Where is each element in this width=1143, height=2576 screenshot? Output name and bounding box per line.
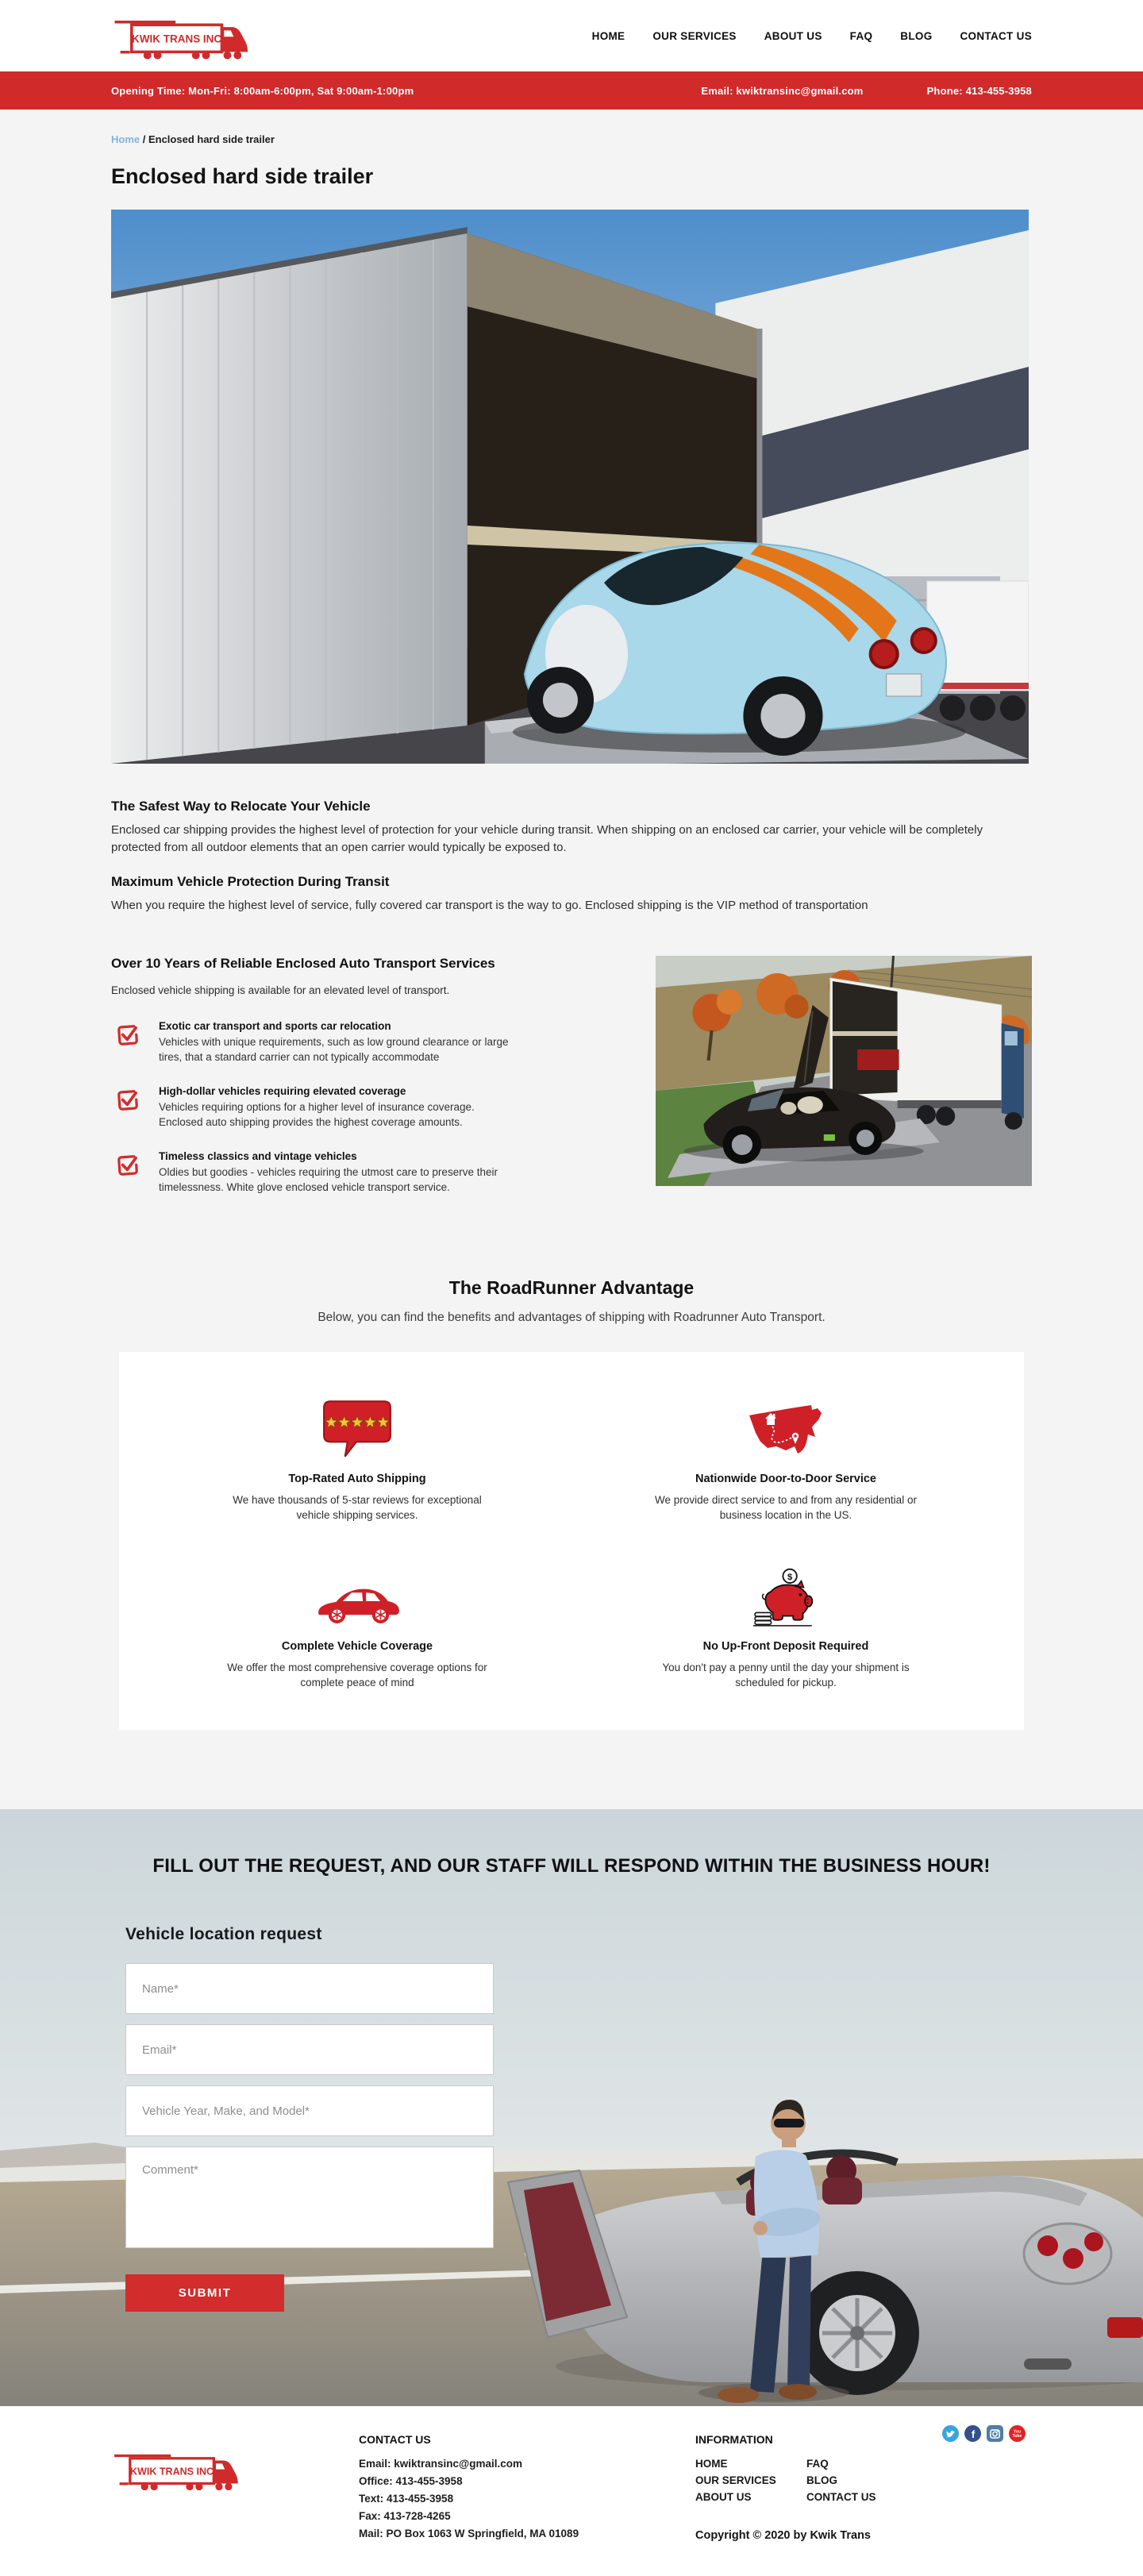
safest-heading: The Safest Way to Relocate Your Vehicle [111, 799, 371, 814]
footer-link-blog[interactable]: BLOG [806, 2474, 837, 2486]
topbar-email[interactable]: Email: kwiktransinc@gmail.com [701, 84, 864, 97]
feature-no-deposit [572, 1554, 1000, 1690]
instagram-icon[interactable] [987, 2425, 1003, 2442]
opening-hours: Opening Time: Mon-Fri: 8:00am-6:00pm, Sat 9:00am-1:00pm [111, 84, 414, 97]
checklist-item [111, 1150, 638, 1195]
svg-text:f: f [971, 2428, 976, 2441]
contact-mail: Mail: PO Box 1063 W Springfield, MA 01089 [359, 2528, 579, 2539]
site-header [0, 0, 1143, 71]
red-checkbox-icon [115, 1088, 140, 1113]
footer-link-home[interactable]: HOME [695, 2458, 728, 2470]
main-content [0, 110, 1143, 1809]
checklist-item-desc: Oldies but goodies - vehicles requiring the utmost care to preserve their timelessness. White glove enclosed vehicle transport service. [159, 1166, 498, 1193]
svg-text:$: $ [787, 1572, 793, 1582]
nav-faq[interactable]: FAQ [849, 29, 873, 42]
svg-text:KWIK TRANS INC: KWIK TRANS INC [132, 32, 222, 44]
svg-text:You: You [1013, 2429, 1022, 2435]
nav-about-us[interactable]: ABOUT US [764, 29, 822, 42]
page-title: Enclosed hard side trailer [111, 164, 374, 188]
information-heading: INFORMATION [695, 2433, 773, 2446]
vehicle-input[interactable] [125, 2085, 494, 2136]
feature-title: Top-Rated Auto Shipping [288, 1473, 426, 1485]
protection-body: When you require the highest level of service, fully covered car transport is the way to go. Enclosed shipping is the VIP method of transportation [111, 899, 868, 912]
usa-map-icon [746, 1403, 826, 1460]
contact-email[interactable]: Email: kwiktransinc@gmail.com [359, 2458, 522, 2470]
years-intro: Enclosed vehicle shipping is available for an elevated level of transport. [111, 984, 450, 996]
red-checkbox-icon [115, 1022, 140, 1048]
feature-top-rated [143, 1387, 572, 1523]
social-links [942, 2425, 1026, 2442]
email-input[interactable] [125, 2024, 494, 2075]
footer-link-about-us[interactable]: ABOUT US [695, 2491, 752, 2503]
form-title: Vehicle location request [125, 1925, 322, 1943]
footer-link-contact-us[interactable]: CONTACT US [806, 2491, 876, 2503]
svg-text:Tube: Tube [1012, 2434, 1022, 2439]
five-star-review-icon [321, 1398, 394, 1460]
checklist-item-title: High-dollar vehicles requiring elevated coverage [159, 1085, 406, 1097]
feature-nationwide [572, 1387, 1000, 1523]
advantage-card [119, 1352, 1024, 1730]
nav-contact-us[interactable]: CONTACT US [960, 29, 1032, 42]
nav-home[interactable]: HOME [591, 29, 625, 42]
red-checkbox-icon [115, 1153, 140, 1178]
twitter-icon[interactable] [942, 2425, 959, 2442]
feature-title: No Up-Front Deposit Required [702, 1640, 869, 1653]
submit-button[interactable]: SUBMIT [125, 2274, 284, 2312]
advantage-heading: The RoadRunner Advantage [448, 1277, 695, 1298]
contact-heading: CONTACT US [359, 2433, 431, 2446]
nav-our-services[interactable]: OUR SERVICES [652, 29, 737, 42]
breadcrumb-current: Enclosed hard side trailer [148, 133, 275, 145]
feature-title: Complete Vehicle Coverage [281, 1640, 433, 1653]
main-nav [592, 30, 1032, 42]
contact-office: Office: 413-455-3958 [359, 2475, 463, 2487]
breadcrumb-home-link[interactable]: Home [111, 133, 140, 145]
car-icon [312, 1580, 402, 1627]
comment-textarea[interactable] [125, 2147, 494, 2248]
kwik-trans-logo[interactable] [111, 8, 252, 64]
feature-title: Nationwide Door-to-Door Service [695, 1473, 876, 1485]
breadcrumb [111, 133, 1032, 145]
checklist-item-desc: Vehicles requiring options for a higher level of insurance coverage. Enclosed auto shipping provides the highest coverage amounts. [159, 1101, 475, 1128]
feature-desc: We have thousands of 5-star reviews for exceptional vehicle shipping services. [233, 1494, 482, 1521]
protection-heading: Maximum Vehicle Protection During Transit [111, 874, 390, 889]
footer-logo[interactable] [111, 2433, 359, 2543]
feature-desc: You don't pay a penny until the day your shipment is scheduled for pickup. [662, 1662, 910, 1688]
years-heading: Over 10 Years of Reliable Enclosed Auto Transport Services [111, 956, 495, 971]
youtube-icon[interactable] [1009, 2425, 1026, 2442]
vehicle-location-form [125, 1925, 494, 2312]
footer-link-faq[interactable]: FAQ [806, 2458, 829, 2470]
checklist-item [111, 1085, 638, 1130]
request-section [0, 1809, 1143, 2406]
checklist-item-title: Timeless classics and vintage vehicles [159, 1150, 357, 1162]
feature-desc: We offer the most comprehensive coverage options for complete peace of mind [227, 1662, 487, 1688]
side-photo-loading-sports-car [656, 956, 1032, 1186]
checklist-item-title: Exotic car transport and sports car relocation [159, 1020, 391, 1032]
advantage-subheading: Below, you can find the benefits and advantages of shipping with Roadrunner Auto Transport. [318, 1311, 826, 1324]
footer-link-our-services[interactable]: OUR SERVICES [695, 2474, 776, 2486]
piggy-bank-icon [752, 1567, 820, 1627]
checklist-item [111, 1020, 638, 1065]
topbar-phone[interactable]: Phone: 413-455-3958 [926, 84, 1032, 97]
svg-text:KWIK TRANS INC: KWIK TRANS INC [129, 2466, 214, 2478]
info-topbar [0, 71, 1143, 110]
feature-coverage [143, 1554, 572, 1690]
footer-contact [359, 2433, 695, 2543]
name-input[interactable] [125, 1963, 494, 2014]
footer-information [695, 2433, 1032, 2543]
feature-desc: We provide direct service to and from any residential or business location in the US. [655, 1494, 917, 1521]
safest-body: Enclosed car shipping provides the highest level of protection for your vehicle during transit. When shipping on an enclosed car carrier, your vehicle will be completely protected from all outdoor elements that an open carrier would typically be exposed to. [111, 823, 983, 854]
breadcrumb-separator: / [140, 133, 148, 145]
hero-photo-enclosed-trailer [111, 210, 1029, 764]
request-banner: FILL OUT THE REQUEST, AND OUR STAFF WILL RESPOND WITHIN THE BUSINESS HOUR! [152, 1855, 991, 1877]
contact-text: Text: 413-455-3958 [359, 2493, 454, 2505]
contact-fax: Fax: 413-728-4265 [359, 2510, 451, 2522]
site-footer [0, 2406, 1143, 2576]
checklist-item-desc: Vehicles with unique requirements, such as low ground clearance or large tires, that a standard carrier can not typically accommodate [159, 1036, 509, 1063]
nav-blog[interactable]: BLOG [900, 29, 933, 42]
copyright: Copyright © 2020 by Kwik Trans [695, 2529, 871, 2542]
facebook-icon[interactable] [964, 2425, 981, 2442]
